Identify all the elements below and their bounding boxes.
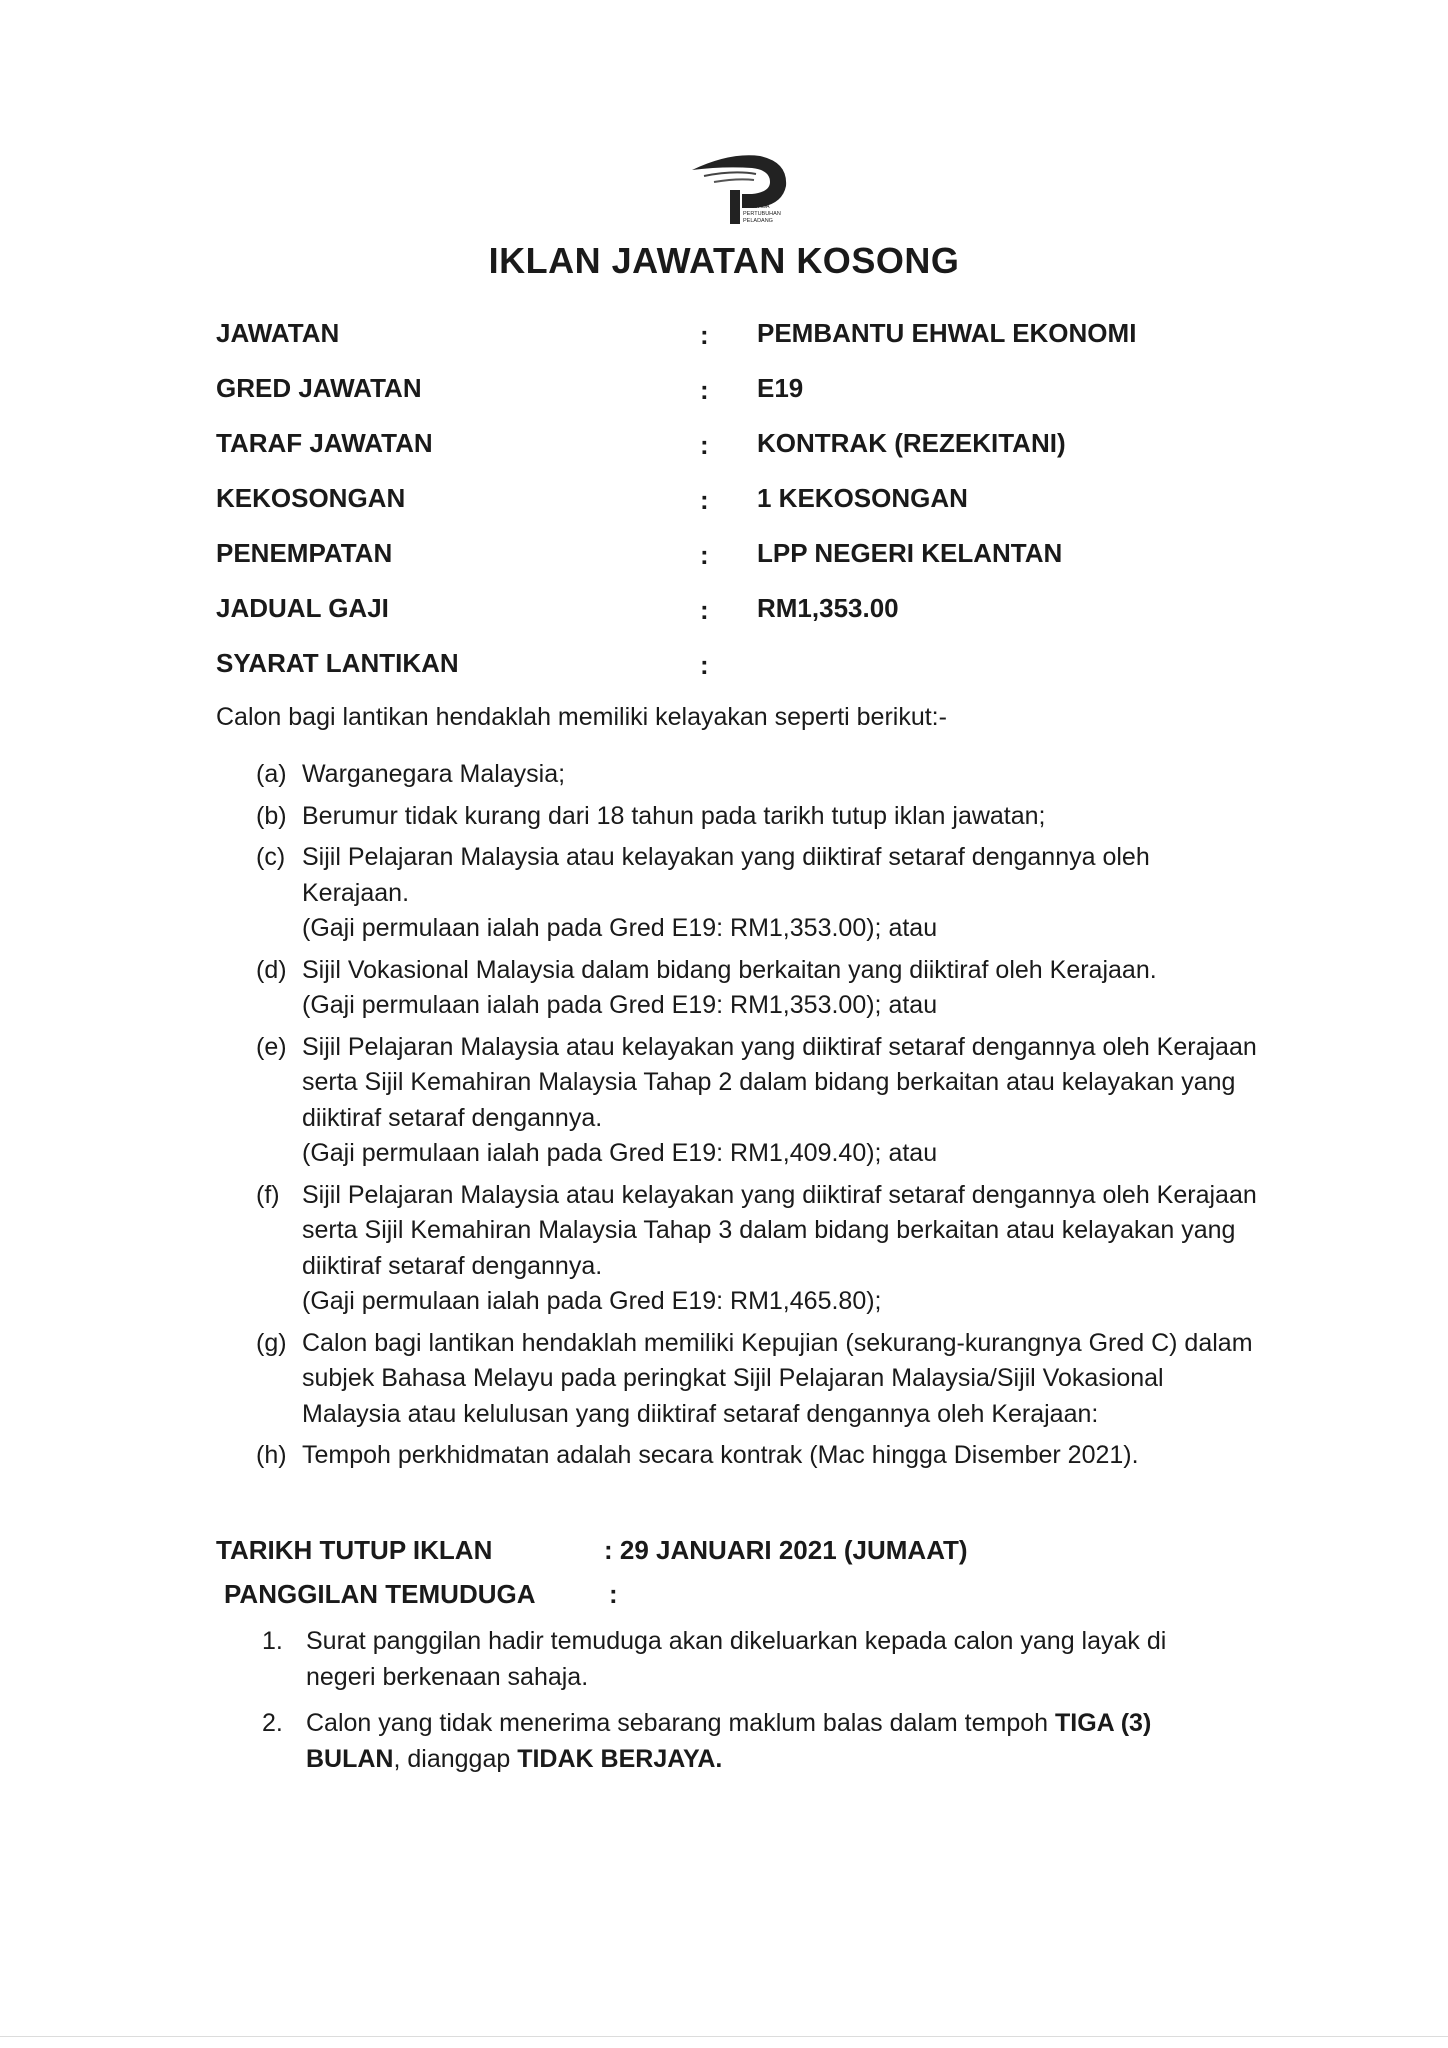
- field-taraf-jawatan: [216, 428, 1266, 483]
- field-penempatan: [216, 538, 1266, 593]
- field-jawatan: [216, 318, 1266, 373]
- requirement-marker: (d): [256, 955, 287, 984]
- requirement-salary-note: (Gaji permulaan ialah pada Gred E19: RM1,465.80);: [302, 1287, 882, 1315]
- note-item: [262, 1705, 1282, 1777]
- note-number: 1.: [262, 1627, 283, 1655]
- requirement-line: Malaysia atau kelulusan yang diiktiraf setaraf dengannya oleh Kerajaan:: [302, 1399, 1099, 1428]
- closing-details: [216, 1535, 1216, 1623]
- deadline-row: [216, 1535, 1216, 1579]
- note-number: 2.: [262, 1709, 283, 1737]
- field-value: RM1,353.00: [757, 593, 899, 623]
- requirement-line: Kerajaan.: [302, 878, 410, 907]
- note-emphasis: TIDAK BERJAYA.: [517, 1745, 723, 1773]
- requirement-item: [256, 799, 1356, 835]
- note-emphasis: TIGA (3): [1055, 1709, 1152, 1737]
- interview-label: PANGGILAN TEMUDUGA: [224, 1579, 536, 1609]
- page-bottom-rule: [0, 2036, 1448, 2037]
- requirement-item: [256, 1438, 1356, 1474]
- note-text: Calon yang tidak menerima sebarang maklum balas dalam tempoh: [306, 1709, 1055, 1737]
- logo-text-line-1: LEMBAGA: [743, 204, 770, 210]
- requirement-salary-note: (Gaji permulaan ialah pada Gred E19: RM1,353.00); atau: [302, 914, 938, 942]
- requirement-marker: (h): [256, 1441, 287, 1469]
- requirement-salary-note: (Gaji permulaan ialah pada Gred E19: RM1,353.00); atau: [302, 991, 938, 1019]
- document-title: IKLAN JAWATAN KOSONG: [488, 240, 960, 281]
- field-colon: :: [700, 430, 709, 460]
- field-label: JADUAL GAJI: [216, 593, 389, 623]
- requirement-item: [256, 840, 1356, 947]
- note-text: Surat panggilan hadir temuduga akan dikeluarkan kepada calon yang layak di: [306, 1627, 1167, 1655]
- note-emphasis: BULAN: [306, 1745, 394, 1773]
- interview-notes: [262, 1623, 1282, 1787]
- field-label: KEKOSONGAN: [216, 483, 406, 513]
- requirement-item: [256, 1326, 1356, 1433]
- requirement-marker: (a): [256, 760, 287, 788]
- field-colon: :: [700, 595, 709, 625]
- requirement-line: Warganegara Malaysia;: [302, 760, 566, 788]
- requirements-intro: Calon bagi lantikan hendaklah memiliki kelayakan seperti berikut:-: [216, 703, 947, 731]
- requirement-marker: (e): [256, 1032, 287, 1061]
- requirement-line: diiktiraf setaraf dengannya.: [302, 1103, 603, 1132]
- requirement-item: [256, 757, 1356, 793]
- requirement-line: Sijil Vokasional Malaysia dalam bidang berkaitan yang diiktiraf oleh Kerajaan.: [302, 955, 1157, 984]
- requirement-salary-note: (Gaji permulaan ialah pada Gred E19: RM1,409.40); atau: [302, 1139, 938, 1167]
- lpp-logo-icon: [690, 146, 794, 226]
- field-value: LPP NEGERI KELANTAN: [757, 538, 1063, 568]
- field-label: GRED JAWATAN: [216, 373, 422, 403]
- field-label: TARAF JAWATAN: [216, 428, 433, 458]
- note-item: [262, 1623, 1282, 1695]
- field-colon: :: [700, 540, 709, 570]
- requirement-item: [256, 1030, 1356, 1172]
- requirement-line: serta Sijil Kemahiran Malaysia Tahap 3 dalam bidang berkaitan atau kelayakan yang: [302, 1216, 1236, 1244]
- field-syarat-lantikan: [216, 648, 1266, 703]
- requirement-line: Calon bagi lantikan hendaklah memiliki Kepujian (sekurang-kurangnya Gred C) dalam: [302, 1328, 1253, 1357]
- job-details: [216, 318, 1266, 703]
- requirement-line: Sijil Pelajaran Malaysia atau kelayakan yang diiktiraf setaraf dengannya oleh Kerajaan: [302, 1180, 1257, 1209]
- requirement-line: Sijil Pelajaran Malaysia atau kelayakan yang diiktiraf setaraf dengannya oleh Kerajaan: [302, 1032, 1257, 1061]
- requirement-line: subjek Bahasa Melayu pada peringkat Sijil Pelajaran Malaysia/Sijil Vokasional: [302, 1364, 1164, 1392]
- field-value: KONTRAK (REZEKITANI): [757, 428, 1066, 458]
- requirement-item: [256, 953, 1356, 1024]
- requirement-marker: (g): [256, 1328, 287, 1357]
- requirements-list: [256, 757, 1356, 1480]
- field-label: SYARAT LANTIKAN: [216, 648, 459, 678]
- requirement-line: Berumur tidak kurang dari 18 tahun pada tarikh tutup iklan jawatan;: [302, 801, 1046, 830]
- interview-colon: :: [609, 1579, 618, 1609]
- lpp-logo-graphic: [690, 146, 794, 226]
- field-gred-jawatan: [216, 373, 1266, 428]
- note-text: negeri berkenaan sahaja.: [306, 1663, 589, 1691]
- requirement-line: diiktiraf setaraf dengannya.: [302, 1251, 603, 1280]
- requirement-marker: (b): [256, 801, 287, 830]
- field-value: 1 KEKOSONGAN: [757, 483, 968, 513]
- field-colon: :: [700, 375, 709, 405]
- deadline-value: : 29 JANUARI 2021 (JUMAAT): [604, 1535, 968, 1565]
- requirement-item: [256, 1178, 1356, 1320]
- requirement-line: Tempoh perkhidmatan adalah secara kontrak (Mac hingga Disember 2021).: [302, 1441, 1139, 1469]
- field-label: PENEMPATAN: [216, 538, 393, 568]
- field-value: PEMBANTU EHWAL EKONOMI: [757, 318, 1137, 348]
- note-text: , dianggap: [393, 1745, 518, 1773]
- field-colon: :: [700, 320, 709, 350]
- requirement-line: Sijil Pelajaran Malaysia atau kelayakan yang diiktiraf setaraf dengannya oleh: [302, 843, 1150, 871]
- logo-text-line-2: PERTUBUHAN: [743, 211, 781, 217]
- field-label: JAWATAN: [216, 318, 340, 348]
- field-jadual-gaji: [216, 593, 1266, 648]
- field-colon: :: [700, 485, 709, 515]
- field-kekosongan: [216, 483, 1266, 538]
- field-colon: :: [700, 650, 709, 680]
- field-value: E19: [757, 373, 804, 403]
- deadline-label: TARIKH TUTUP IKLAN: [216, 1535, 493, 1565]
- logo-text-line-3: PELADANG: [743, 218, 773, 224]
- requirement-marker: (f): [256, 1180, 280, 1209]
- requirement-marker: (c): [256, 843, 286, 871]
- requirement-line: serta Sijil Kemahiran Malaysia Tahap 2 dalam bidang berkaitan atau kelayakan yang: [302, 1068, 1236, 1096]
- interview-row: [216, 1579, 1216, 1623]
